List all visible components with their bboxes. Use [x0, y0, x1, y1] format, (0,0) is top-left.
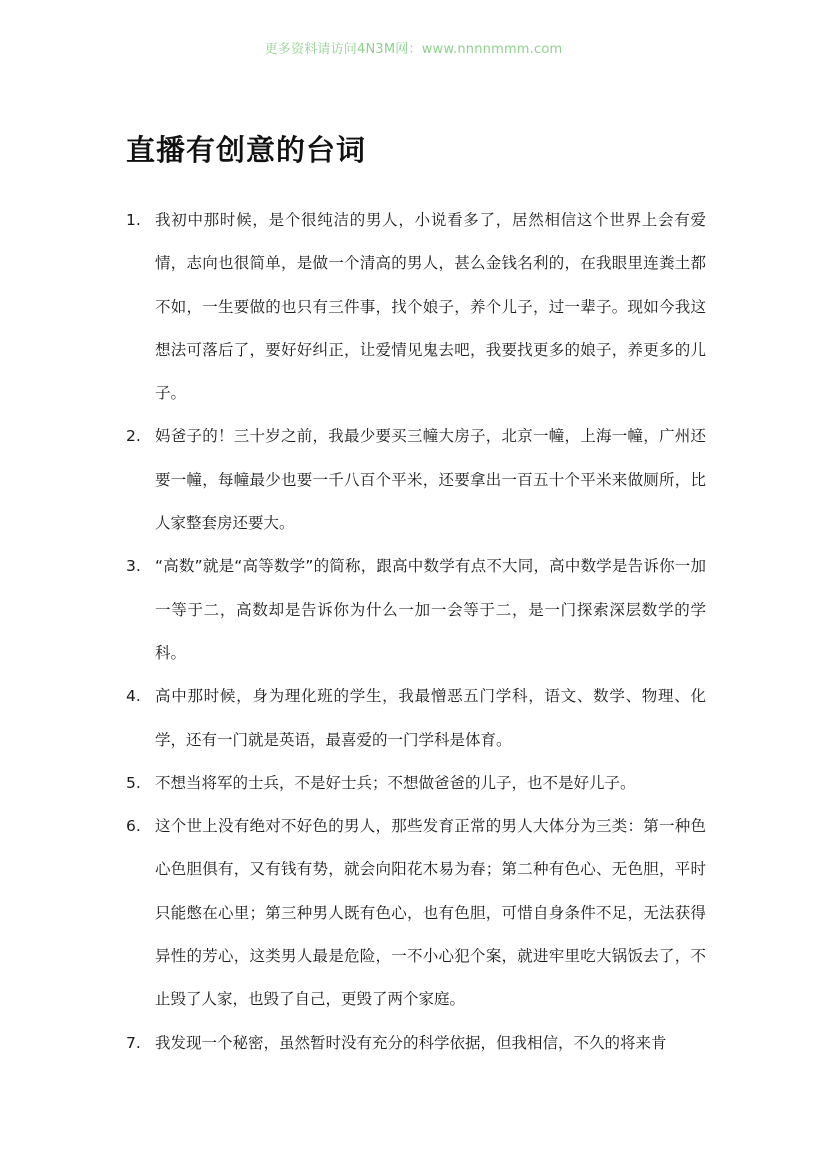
list-item: [126, 762, 706, 805]
list-item-number: 5.: [126, 773, 141, 792]
list-item-text: 不想当将军的士兵，不是好士兵；不想做爸爸的儿子，也不是好儿子。: [155, 773, 636, 792]
list-item-text: 高中那时候，身为理化班的学生，我最憎恶五门学科，语文、数学、物理、化学，还有一门就是英语，最喜爱的一门学科是体育。: [155, 687, 706, 749]
list-item-text: 这个世上没有绝对不好色的男人，那些发育正常的男人大体分为三类：第一种色心色胆俱有，又有钱有势，就会向阳花木易为春；第二种有色心、无色胆，平时只能憋在心里；第三种男人既有色心，也有色胆，可惜自身条件不足，无法获得异性的芳心，这类男人最是危险，一不小心犯个案，就进牢里吃大锅饭去了，不止毁了人家，也毁了自己，更毁了两个家庭。: [155, 817, 706, 1009]
header-website-link[interactable]: 更多资料请访问4N3M网：www.nnnnmmm.com: [264, 42, 563, 57]
list-item-number: 7.: [126, 1033, 141, 1052]
list-item-number: 3.: [126, 557, 141, 576]
list-item: [126, 199, 706, 415]
list-item-text: 我初中那时候，是个很纯洁的男人，小说看多了，居然相信这个世界上会有爱情，志向也很简单，是做一个清高的男人，甚么金钱名利的，在我眼里连粪土都不如，一生要做的也只有三件事，找个娘子，养个儿子，过一辈子。现如今我这想法可落后了，要好好纠正，让爱情见鬼去吧，我要找更多的娘子，养更多的儿子。: [155, 211, 706, 403]
list-item: [126, 415, 706, 545]
list-item-number: 1.: [126, 211, 141, 229]
list-item-text: “高数”就是“高等数学”的简称，跟高中数学有点不大同，高中数学是告诉你一加一等于二，高数却是告诉你为什么一加一会等于二，是一门探索深层数学的学科。: [155, 557, 706, 662]
list-item: [126, 805, 706, 1021]
list-item-number: 6.: [126, 817, 141, 836]
list-item: [126, 675, 706, 762]
list-item-text: 妈爸子的！三十岁之前，我最少要买三幢大房子，北京一幢，上海一幢，广州还要一幢，每幢最少也要一千八百个平米，还要拿出一百五十个平米来做厕所，比人家整套房还要大。: [155, 427, 706, 533]
document-title: 直播有创意的台词: [126, 133, 367, 167]
quote-list: [126, 199, 706, 1065]
list-item-number: 2.: [126, 427, 141, 446]
list-item-text: 我发现一个秘密，虽然暂时没有充分的科学依据，但我相信，不久的将来肯: [155, 1033, 667, 1052]
list-item: [126, 545, 706, 675]
list-item: [126, 1022, 706, 1065]
list-item-number: 4.: [126, 687, 141, 706]
